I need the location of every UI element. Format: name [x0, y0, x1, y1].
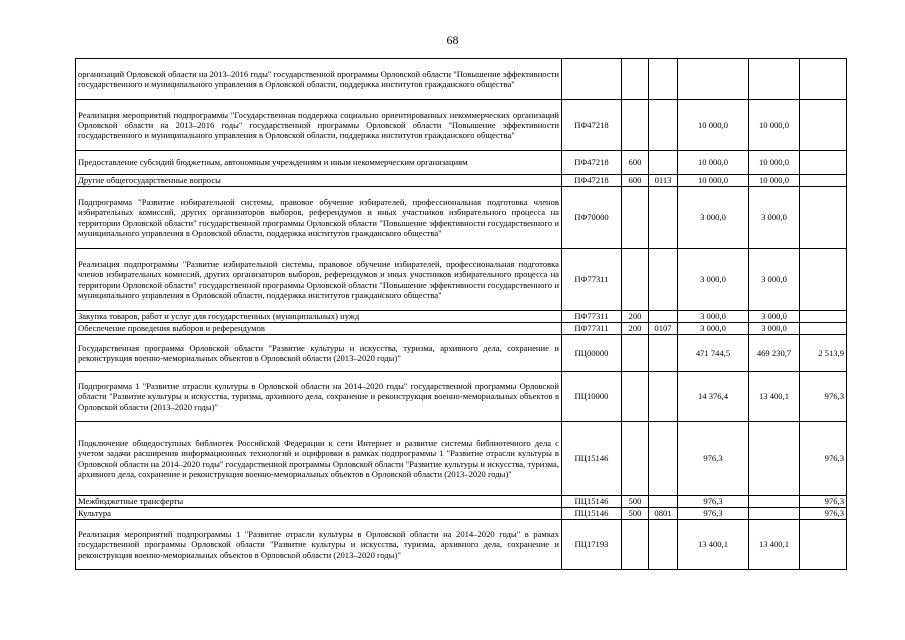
row-target-code: ПЦ15146: [562, 422, 622, 496]
table-row: [76, 151, 847, 175]
table-row: [76, 311, 847, 323]
row-value-1: 3 000,0: [678, 311, 749, 323]
row-description: Государственная программа Орловской области "Развитие культуры и искусства, туризма, архивного дела, сохранение и реконструкция военно-мемориальных объектов в Орловской области (2013–2020 годы)": [76, 335, 562, 372]
row-value-1: 3 000,0: [678, 323, 749, 335]
row-value-2: 13 400,1: [749, 372, 800, 422]
row-value-3: 976,3: [800, 372, 847, 422]
row-section-code: [649, 151, 678, 175]
row-value-1: 976,3: [678, 496, 749, 508]
row-value-1: 3 000,0: [678, 187, 749, 249]
table-row: [76, 508, 847, 520]
row-section-code: [649, 520, 678, 570]
table-row: [76, 372, 847, 422]
row-value-3: 976,3: [800, 508, 847, 520]
row-expense-group: 600: [622, 151, 649, 175]
row-value-2: 13 400,1: [749, 520, 800, 570]
row-value-2: [749, 422, 800, 496]
row-target-code: ПЦ10000: [562, 372, 622, 422]
row-section-code: 0107: [649, 323, 678, 335]
row-description: Подпрограмма "Развитие избирательной системы, правовое обучение избирателей, профессиональная подготовка членов избирательных комиссий, других организаторов выборов, референдумов и иных участников избирательного процесса на территории Орловской области" государственной программы Орловской области "Повышение эффективности государственного и муниципального управления в Орловской области, поддержка институтов гражданского общества": [76, 187, 562, 249]
row-value-3: [800, 187, 847, 249]
table-row: [76, 59, 847, 100]
row-value-3: [800, 520, 847, 570]
row-value-2: 10 000,0: [749, 151, 800, 175]
row-description: Предоставление субсидий бюджетным, автономным учреждениям и иным некоммерческим организациям: [76, 151, 562, 175]
row-value-2: 469 230,7: [749, 335, 800, 372]
row-target-code: [562, 59, 622, 100]
row-target-code: ПФ77311: [562, 249, 622, 311]
table-row: [76, 175, 847, 187]
row-expense-group: 600: [622, 175, 649, 187]
row-expense-group: [622, 335, 649, 372]
row-value-1: 14 376,4: [678, 372, 749, 422]
row-value-3: [800, 249, 847, 311]
row-section-code: [649, 249, 678, 311]
budget-table-body: [76, 59, 847, 570]
row-description: организаций Орловской области на 2013–2016 годы" государственной программы Орловской области "Повышение эффективности государственного и муниципального управления в Орловской области, поддержка институтов гражданского общества": [76, 59, 562, 100]
table-row: [76, 520, 847, 570]
table-row: [76, 422, 847, 496]
row-section-code: [649, 187, 678, 249]
page-number: 68: [446, 33, 459, 47]
table-row: [76, 100, 847, 151]
row-value-1: 10 000,0: [678, 175, 749, 187]
row-expense-group: [622, 520, 649, 570]
row-description: Реализация мероприятий подпрограммы 1 "Развитие отрасли культуры в Орловской области на 2014–2020 годы" в рамках государственной программы Орловской области "Развитие культуры и искусства, туризма, архивного дела, сохранение и реконструкция военно-мемориальных объектов в Орловской области (2013–2020 годы)": [76, 520, 562, 570]
row-description: Другие общегосударственные вопросы: [76, 175, 562, 187]
row-value-2: 3 000,0: [749, 323, 800, 335]
row-value-3: [800, 59, 847, 100]
row-value-3: 976,3: [800, 422, 847, 496]
row-expense-group: [622, 187, 649, 249]
row-section-code: [649, 372, 678, 422]
row-value-3: [800, 175, 847, 187]
row-expense-group: 500: [622, 508, 649, 520]
row-value-1: 3 000,0: [678, 249, 749, 311]
row-section-code: [649, 100, 678, 151]
row-expense-group: 200: [622, 323, 649, 335]
row-value-1: 10 000,0: [678, 100, 749, 151]
row-value-3: [800, 311, 847, 323]
row-target-code: ПФ77311: [562, 323, 622, 335]
row-value-2: [749, 508, 800, 520]
row-description: Реализация подпрограммы "Развитие избирательной системы, правовое обучение избирателей, профессиональная подготовка членов избирательных комиссий, других организаторов выборов, референдумов и иных участников избирательного процесса на территории Орловской области" государственной программы Орловской области "Повышение эффективности государственного и муниципального управления в Орловской области, поддержка институтов гражданского общества": [76, 249, 562, 311]
row-section-code: [649, 59, 678, 100]
row-description: Культура: [76, 508, 562, 520]
row-target-code: ПЦ17193: [562, 520, 622, 570]
row-description: Реализация мероприятий подпрограммы "Государственная поддержка социально ориентированных некоммерческих организаций Орловской области на 2013–2016 годы" государственной программы Орловской области "Повышение эффективности государственного и муниципального управления в Орловской области, поддержка институтов гражданского общества": [76, 100, 562, 151]
row-target-code: ПЦ15146: [562, 508, 622, 520]
row-expense-group: [622, 59, 649, 100]
row-value-1: [678, 59, 749, 100]
row-target-code: ПЦ15146: [562, 496, 622, 508]
row-value-3: [800, 151, 847, 175]
row-section-code: 0801: [649, 508, 678, 520]
row-description: Закупка товаров, работ и услуг для государственных (муниципальных) нужд: [76, 311, 562, 323]
row-expense-group: [622, 422, 649, 496]
row-value-1: 13 400,1: [678, 520, 749, 570]
row-description: Межбюджетные трансферты: [76, 496, 562, 508]
row-section-code: [649, 335, 678, 372]
row-target-code: ПФ70000: [562, 187, 622, 249]
row-value-2: 3 000,0: [749, 311, 800, 323]
row-target-code: ПФ47218: [562, 100, 622, 151]
row-value-2: 10 000,0: [749, 175, 800, 187]
table-row: [76, 335, 847, 372]
row-target-code: ПФ77311: [562, 311, 622, 323]
row-section-code: 0113: [649, 175, 678, 187]
row-section-code: [649, 311, 678, 323]
row-section-code: [649, 422, 678, 496]
budget-table: [75, 58, 847, 570]
row-value-3: 2 513,9: [800, 335, 847, 372]
row-value-2: [749, 59, 800, 100]
row-expense-group: [622, 372, 649, 422]
row-value-1: 976,3: [678, 422, 749, 496]
row-value-1: 10 000,0: [678, 151, 749, 175]
row-expense-group: 200: [622, 311, 649, 323]
row-description: Подпрограмма 1 "Развитие отрасли культуры в Орловской области на 2014–2020 годы" государственной программы Орловской области "Развитие культуры и искусства, туризма, архивного дела, сохранение и реконструкция военно-мемориальных объектов в Орловской области (2013–2020 годы)": [76, 372, 562, 422]
row-description: Обеспечение проведения выборов и референдумов: [76, 323, 562, 335]
row-target-code: ПФ47218: [562, 151, 622, 175]
row-target-code: ПФ47218: [562, 175, 622, 187]
row-target-code: ПЦ00000: [562, 335, 622, 372]
row-value-3: 976,3: [800, 496, 847, 508]
row-expense-group: [622, 249, 649, 311]
row-value-3: [800, 100, 847, 151]
table-row: [76, 496, 847, 508]
table-row: [76, 323, 847, 335]
row-value-3: [800, 323, 847, 335]
table-row: [76, 249, 847, 311]
row-value-2: 3 000,0: [749, 187, 800, 249]
row-expense-group: [622, 100, 649, 151]
row-value-1: 471 744,5: [678, 335, 749, 372]
row-description: Подключение общедоступных библиотек Российской Федерации к сети Интернет и развитие системы библиотечного дела с учетом задачи расширения информационных технологий и оцифровки в рамках подпрограммы 1 "Развитие отрасли культуры в Орловской области на 2014–2020 годы" государственной программы Орловской области "Развитие культуры и искусства, туризма, архивного дела, сохранение и реконструкция военно-мемориальных объектов в Орловской области (2013–2020 годы)": [76, 422, 562, 496]
table-row: [76, 187, 847, 249]
row-value-2: 3 000,0: [749, 249, 800, 311]
row-section-code: [649, 496, 678, 508]
row-value-1: 976,3: [678, 508, 749, 520]
row-value-2: [749, 496, 800, 508]
row-value-2: 10 000,0: [749, 100, 800, 151]
row-expense-group: 500: [622, 496, 649, 508]
